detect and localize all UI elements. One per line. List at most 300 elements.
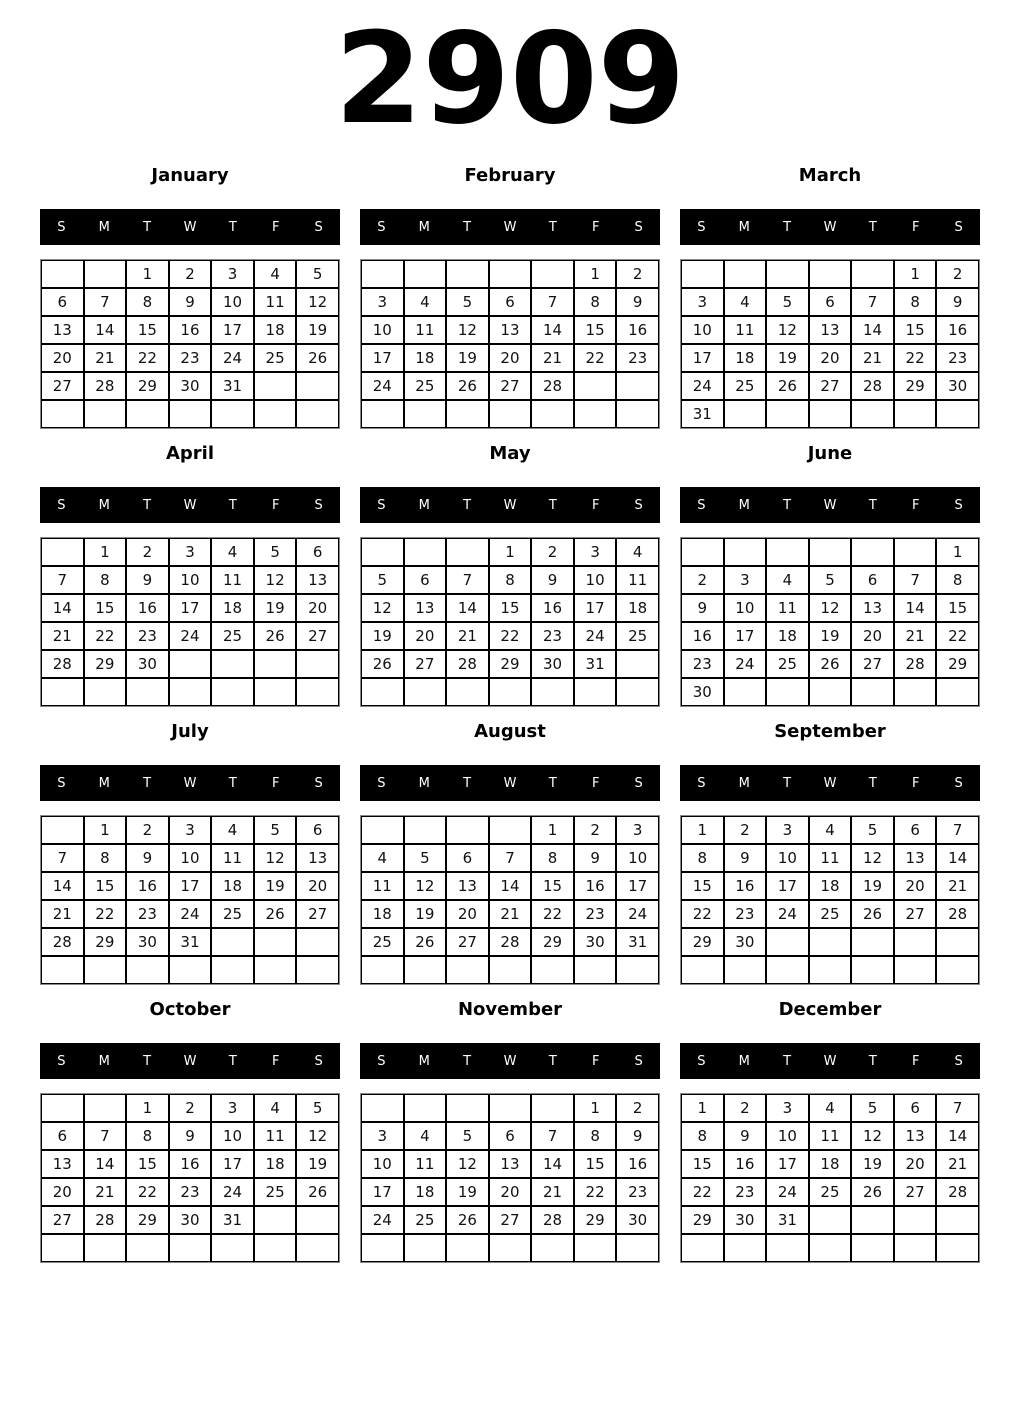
day-cell xyxy=(531,956,574,984)
weekday-label: F xyxy=(591,497,600,513)
day-cell: 31 xyxy=(766,1206,809,1234)
day-cell: 13 xyxy=(446,872,489,900)
weekday-label: S xyxy=(314,219,323,235)
day-cell: 25 xyxy=(211,900,254,928)
day-cell xyxy=(84,678,127,706)
day-cell: 1 xyxy=(126,260,169,288)
week-row xyxy=(41,816,339,844)
day-cell: 8 xyxy=(574,288,617,316)
weekday-label: W xyxy=(823,1053,837,1069)
weekday-label: T xyxy=(783,1053,792,1069)
day-cell: 6 xyxy=(851,566,894,594)
day-cell: 15 xyxy=(84,594,127,622)
day-cell: 13 xyxy=(41,1150,84,1178)
day-cell: 17 xyxy=(681,344,724,372)
day-cell xyxy=(404,956,447,984)
week-row xyxy=(681,260,979,288)
day-cell: 15 xyxy=(531,872,574,900)
week-row xyxy=(361,1206,659,1234)
day-cell: 19 xyxy=(446,1178,489,1206)
day-cell: 28 xyxy=(531,372,574,400)
day-cell: 5 xyxy=(254,538,297,566)
day-cell xyxy=(169,400,212,428)
day-cell xyxy=(489,816,532,844)
weekday-label: W xyxy=(183,1053,197,1069)
day-cell xyxy=(936,400,979,428)
weekday-label: W xyxy=(183,219,197,235)
day-cell: 23 xyxy=(169,344,212,372)
day-cell: 23 xyxy=(616,344,659,372)
day-cell: 11 xyxy=(254,1122,297,1150)
day-cell: 17 xyxy=(361,344,404,372)
day-cell: 26 xyxy=(766,372,809,400)
day-cell: 6 xyxy=(894,816,937,844)
weekday-label: T xyxy=(143,1053,152,1069)
day-cell xyxy=(361,1234,404,1262)
day-cell: 5 xyxy=(446,288,489,316)
day-cell: 21 xyxy=(84,344,127,372)
week-row xyxy=(681,872,979,900)
day-cell: 23 xyxy=(126,900,169,928)
day-cell xyxy=(446,816,489,844)
day-cell: 28 xyxy=(84,372,127,400)
week-row xyxy=(41,872,339,900)
day-cell: 13 xyxy=(894,844,937,872)
day-cell: 10 xyxy=(211,288,254,316)
day-cell xyxy=(936,1234,979,1262)
day-cell: 27 xyxy=(41,1206,84,1234)
weekday-label: F xyxy=(911,219,920,235)
year-title: 2909 xyxy=(334,5,686,152)
weekday-label: M xyxy=(98,219,110,235)
week-row xyxy=(41,1150,339,1178)
weekday-label: M xyxy=(418,1053,430,1069)
day-cell: 20 xyxy=(296,594,339,622)
day-cell: 27 xyxy=(851,650,894,678)
day-cell: 18 xyxy=(809,1150,852,1178)
week-row xyxy=(681,400,979,428)
day-cell: 14 xyxy=(531,1150,574,1178)
day-cell: 4 xyxy=(724,288,767,316)
day-cell: 6 xyxy=(446,844,489,872)
weekday-label: F xyxy=(271,219,280,235)
weekday-label: S xyxy=(57,1053,66,1069)
day-cell: 1 xyxy=(84,816,127,844)
day-cell xyxy=(254,928,297,956)
day-cell: 8 xyxy=(936,566,979,594)
day-cell: 31 xyxy=(211,1206,254,1234)
day-cell: 11 xyxy=(766,594,809,622)
day-cell: 29 xyxy=(84,928,127,956)
day-cell xyxy=(616,400,659,428)
day-cell xyxy=(894,678,937,706)
day-cell: 16 xyxy=(126,872,169,900)
day-cell xyxy=(766,678,809,706)
day-cell xyxy=(724,956,767,984)
day-cell xyxy=(936,678,979,706)
day-cell: 29 xyxy=(126,1206,169,1234)
month-title: April xyxy=(165,443,215,465)
day-cell: 13 xyxy=(894,1122,937,1150)
month-block xyxy=(680,153,980,429)
day-cell xyxy=(574,1234,617,1262)
day-cell: 12 xyxy=(446,1150,489,1178)
day-cell: 20 xyxy=(809,344,852,372)
day-cell xyxy=(766,928,809,956)
day-cell: 6 xyxy=(296,538,339,566)
week-row xyxy=(41,1122,339,1150)
day-cell: 30 xyxy=(936,372,979,400)
day-cell: 14 xyxy=(41,872,84,900)
week-row xyxy=(681,1150,979,1178)
week-row xyxy=(41,622,339,650)
day-cell: 7 xyxy=(936,816,979,844)
day-cell: 9 xyxy=(169,288,212,316)
day-cell xyxy=(574,372,617,400)
day-cell xyxy=(681,260,724,288)
day-cell: 28 xyxy=(936,1178,979,1206)
month-title: June xyxy=(807,443,853,465)
day-cell xyxy=(126,678,169,706)
day-cell: 5 xyxy=(766,288,809,316)
day-cell xyxy=(254,372,297,400)
month-title: September xyxy=(774,721,886,743)
month-block xyxy=(680,709,980,985)
month-block xyxy=(680,431,980,707)
weekday-label: T xyxy=(868,497,877,513)
day-cell: 24 xyxy=(169,900,212,928)
day-cell xyxy=(84,1234,127,1262)
day-cell xyxy=(681,538,724,566)
day-cell xyxy=(169,1234,212,1262)
weekday-label: T xyxy=(228,219,237,235)
day-cell: 19 xyxy=(851,872,894,900)
day-cell: 20 xyxy=(489,1178,532,1206)
calendar-table xyxy=(680,815,980,985)
weekday-label: T xyxy=(143,219,152,235)
day-cell xyxy=(84,260,127,288)
day-cell xyxy=(404,678,447,706)
calendar-table xyxy=(360,259,660,429)
day-cell xyxy=(724,538,767,566)
day-cell: 4 xyxy=(404,1122,447,1150)
day-cell xyxy=(254,1234,297,1262)
day-cell: 7 xyxy=(531,288,574,316)
week-row xyxy=(361,900,659,928)
day-cell xyxy=(211,928,254,956)
month-block xyxy=(360,431,660,707)
month-title: December xyxy=(778,999,882,1021)
month-block xyxy=(360,153,660,429)
week-row xyxy=(41,594,339,622)
weekday-label: T xyxy=(143,775,152,791)
day-cell: 29 xyxy=(84,650,127,678)
week-row xyxy=(41,1206,339,1234)
day-cell xyxy=(84,956,127,984)
weekday-label: F xyxy=(911,775,920,791)
weekday-label: F xyxy=(591,1053,600,1069)
day-cell: 30 xyxy=(126,650,169,678)
day-cell: 26 xyxy=(809,650,852,678)
day-cell: 20 xyxy=(41,344,84,372)
day-cell: 12 xyxy=(809,594,852,622)
day-cell: 28 xyxy=(41,650,84,678)
month-block xyxy=(40,153,340,429)
day-cell: 14 xyxy=(531,316,574,344)
weekday-label: T xyxy=(463,497,472,513)
week-row xyxy=(361,928,659,956)
day-cell: 4 xyxy=(616,538,659,566)
day-cell: 23 xyxy=(616,1178,659,1206)
day-cell: 24 xyxy=(724,650,767,678)
day-cell xyxy=(681,1234,724,1262)
day-cell: 15 xyxy=(84,872,127,900)
day-cell: 28 xyxy=(489,928,532,956)
day-cell: 1 xyxy=(894,260,937,288)
day-cell: 18 xyxy=(404,344,447,372)
weekday-label: S xyxy=(57,775,66,791)
day-cell: 1 xyxy=(574,1094,617,1122)
day-cell: 26 xyxy=(851,1178,894,1206)
day-cell: 24 xyxy=(211,1178,254,1206)
day-cell: 21 xyxy=(84,1178,127,1206)
week-row xyxy=(361,260,659,288)
day-cell: 22 xyxy=(531,900,574,928)
day-cell xyxy=(531,1234,574,1262)
week-row xyxy=(361,372,659,400)
day-cell: 8 xyxy=(894,288,937,316)
day-cell: 3 xyxy=(169,538,212,566)
week-row xyxy=(681,316,979,344)
day-cell: 11 xyxy=(254,288,297,316)
week-row xyxy=(681,956,979,984)
day-cell: 1 xyxy=(84,538,127,566)
day-cell xyxy=(404,260,447,288)
day-cell: 9 xyxy=(724,1122,767,1150)
day-cell: 26 xyxy=(446,1206,489,1234)
day-cell: 23 xyxy=(574,900,617,928)
day-cell: 31 xyxy=(616,928,659,956)
weekday-label: M xyxy=(418,775,430,791)
day-cell: 23 xyxy=(531,622,574,650)
day-cell: 10 xyxy=(616,844,659,872)
day-cell: 30 xyxy=(169,1206,212,1234)
week-row xyxy=(41,344,339,372)
day-cell: 18 xyxy=(809,872,852,900)
week-row xyxy=(681,1178,979,1206)
day-cell: 5 xyxy=(404,844,447,872)
day-cell: 7 xyxy=(446,566,489,594)
day-cell: 17 xyxy=(361,1178,404,1206)
day-cell xyxy=(41,956,84,984)
day-cell xyxy=(724,260,767,288)
day-cell xyxy=(41,538,84,566)
day-cell: 2 xyxy=(616,260,659,288)
day-cell: 31 xyxy=(681,400,724,428)
week-row xyxy=(681,1206,979,1234)
day-cell xyxy=(211,678,254,706)
day-cell: 13 xyxy=(489,316,532,344)
day-cell: 20 xyxy=(851,622,894,650)
day-cell: 6 xyxy=(41,288,84,316)
day-cell: 18 xyxy=(211,594,254,622)
week-row xyxy=(361,538,659,566)
day-cell: 27 xyxy=(809,372,852,400)
day-cell: 11 xyxy=(809,1122,852,1150)
month-title: July xyxy=(171,721,209,743)
week-row xyxy=(41,1178,339,1206)
day-cell: 19 xyxy=(404,900,447,928)
day-cell: 30 xyxy=(169,372,212,400)
day-cell: 1 xyxy=(681,1094,724,1122)
day-cell: 26 xyxy=(361,650,404,678)
day-cell xyxy=(489,400,532,428)
day-cell: 2 xyxy=(724,1094,767,1122)
day-cell: 30 xyxy=(126,928,169,956)
week-row xyxy=(41,928,339,956)
weekday-label: W xyxy=(183,775,197,791)
day-cell: 2 xyxy=(681,566,724,594)
day-cell xyxy=(851,956,894,984)
day-cell xyxy=(211,400,254,428)
day-cell: 28 xyxy=(84,1206,127,1234)
day-cell xyxy=(211,1234,254,1262)
day-cell: 5 xyxy=(361,566,404,594)
day-cell: 20 xyxy=(489,344,532,372)
calendar-table xyxy=(680,1093,980,1263)
week-row xyxy=(41,372,339,400)
weekday-header xyxy=(360,209,660,245)
day-cell: 4 xyxy=(404,288,447,316)
weekday-label: F xyxy=(911,497,920,513)
day-cell xyxy=(254,1206,297,1234)
day-cell: 14 xyxy=(84,1150,127,1178)
week-row xyxy=(681,844,979,872)
day-cell: 14 xyxy=(936,844,979,872)
day-cell xyxy=(766,260,809,288)
weekday-label: T xyxy=(228,1053,237,1069)
day-cell: 10 xyxy=(724,594,767,622)
day-cell: 2 xyxy=(724,816,767,844)
day-cell: 26 xyxy=(851,900,894,928)
weekday-label: W xyxy=(503,497,517,513)
day-cell: 17 xyxy=(169,594,212,622)
weekday-label: S xyxy=(57,219,66,235)
weekday-label: S xyxy=(954,497,963,513)
day-cell: 15 xyxy=(574,316,617,344)
day-cell xyxy=(894,400,937,428)
day-cell xyxy=(296,650,339,678)
day-cell xyxy=(84,1094,127,1122)
day-cell: 14 xyxy=(936,1122,979,1150)
weekday-label: T xyxy=(783,775,792,791)
day-cell: 5 xyxy=(446,1122,489,1150)
calendar-table xyxy=(40,1093,340,1263)
day-cell: 23 xyxy=(936,344,979,372)
week-row xyxy=(41,678,339,706)
day-cell: 22 xyxy=(126,344,169,372)
day-cell: 23 xyxy=(724,1178,767,1206)
weekday-label: M xyxy=(418,219,430,235)
day-cell: 8 xyxy=(84,566,127,594)
day-cell: 10 xyxy=(574,566,617,594)
weekday-label: S xyxy=(954,775,963,791)
day-cell xyxy=(809,678,852,706)
day-cell: 9 xyxy=(574,844,617,872)
day-cell xyxy=(489,1234,532,1262)
day-cell xyxy=(766,400,809,428)
day-cell: 6 xyxy=(489,1122,532,1150)
day-cell: 19 xyxy=(361,622,404,650)
weekday-label: W xyxy=(183,497,197,513)
day-cell: 24 xyxy=(574,622,617,650)
day-cell: 7 xyxy=(41,844,84,872)
day-cell: 2 xyxy=(126,538,169,566)
week-row xyxy=(681,622,979,650)
weekday-label: T xyxy=(868,219,877,235)
day-cell: 8 xyxy=(126,1122,169,1150)
weekday-label: F xyxy=(271,1053,280,1069)
day-cell xyxy=(894,1234,937,1262)
day-cell: 23 xyxy=(681,650,724,678)
day-cell: 2 xyxy=(169,1094,212,1122)
day-cell: 9 xyxy=(616,1122,659,1150)
day-cell: 17 xyxy=(169,872,212,900)
weekday-label: S xyxy=(377,497,386,513)
day-cell: 25 xyxy=(616,622,659,650)
day-cell: 31 xyxy=(211,372,254,400)
weekday-header xyxy=(680,765,980,801)
day-cell xyxy=(574,400,617,428)
day-cell: 18 xyxy=(211,872,254,900)
day-cell xyxy=(296,1206,339,1234)
day-cell xyxy=(809,538,852,566)
weekday-header xyxy=(360,1043,660,1079)
day-cell: 15 xyxy=(574,1150,617,1178)
day-cell: 5 xyxy=(809,566,852,594)
day-cell: 27 xyxy=(894,900,937,928)
week-row xyxy=(361,288,659,316)
day-cell: 24 xyxy=(766,1178,809,1206)
day-cell: 14 xyxy=(894,594,937,622)
day-cell: 27 xyxy=(296,622,339,650)
day-cell: 17 xyxy=(616,872,659,900)
day-cell xyxy=(404,400,447,428)
calendar-table xyxy=(680,537,980,707)
weekday-label: S xyxy=(634,497,643,513)
calendar-table xyxy=(680,259,980,429)
day-cell: 15 xyxy=(126,1150,169,1178)
day-cell: 9 xyxy=(724,844,767,872)
day-cell: 16 xyxy=(936,316,979,344)
weekday-label: S xyxy=(377,1053,386,1069)
day-cell: 3 xyxy=(361,288,404,316)
day-cell xyxy=(531,678,574,706)
week-row xyxy=(361,594,659,622)
day-cell xyxy=(446,1234,489,1262)
month-block xyxy=(360,987,660,1263)
day-cell: 7 xyxy=(84,288,127,316)
weekday-label: M xyxy=(418,497,430,513)
day-cell xyxy=(574,678,617,706)
day-cell xyxy=(616,372,659,400)
day-cell: 26 xyxy=(446,372,489,400)
day-cell: 7 xyxy=(489,844,532,872)
day-cell: 2 xyxy=(616,1094,659,1122)
day-cell xyxy=(489,956,532,984)
weekday-label: M xyxy=(98,1053,110,1069)
day-cell: 6 xyxy=(41,1122,84,1150)
